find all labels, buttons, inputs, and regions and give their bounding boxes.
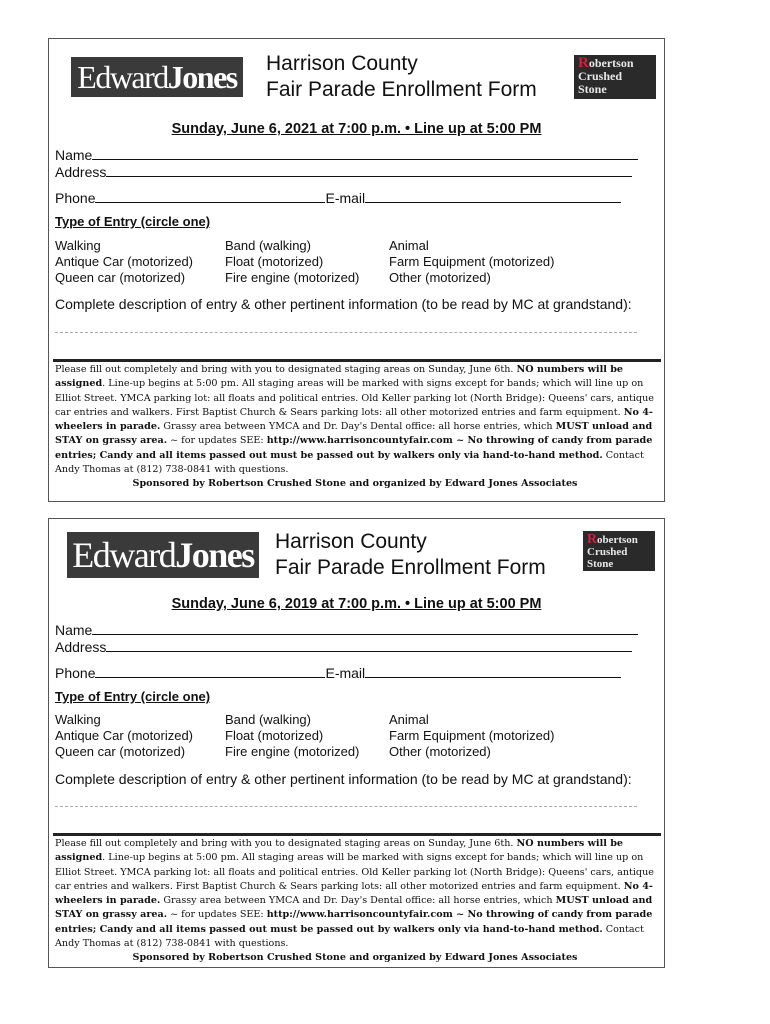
rcs-logo-line1 [587,533,655,546]
entry-option[interactable]: Band (walking) [225,712,311,727]
email-label: E-mail [325,190,366,206]
event-date-line: Sunday, June 6, 2021 at 7:00 p.m. • Line up at 5:00 PM [171,121,542,137]
logo-brand-first: Edward [72,535,176,575]
entry-column-2 [225,712,359,760]
entry-option[interactable]: Walking [55,238,101,253]
address-label: Address [55,639,107,655]
edward-jones-logo [71,57,243,97]
rcs-logo-line2: Crushed [578,69,623,83]
entry-column-1 [55,238,193,286]
name-field[interactable] [55,146,638,163]
section-divider [53,359,661,362]
instructions-part: Please fill out completely and bring with you to designated staging areas on Sunday, June 6th. [55,838,517,849]
instructions-bold: NO numbers will be assigned [55,838,624,864]
entry-option[interactable]: Float (motorized) [225,728,324,743]
rcs-logo-rest: obertson [588,56,634,70]
rcs-logo-line3: Stone [578,82,607,96]
entry-option[interactable]: Fire engine (motorized) [225,744,360,759]
logo-brand-second: Jones [167,59,237,95]
name-label: Name [55,147,93,163]
address-field[interactable] [55,638,632,655]
email-input-line[interactable] [365,189,621,203]
form-title-line2: Fair Parade Enrollment Form [266,78,537,101]
edward-jones-logo [67,532,259,578]
rcs-logo-line3: Stone [587,558,614,570]
type-of-entry-heading: Type of Entry (circle one) [55,214,211,229]
sponsor-line: Sponsored by Robertson Crushed Stone and organized by Edward Jones Associates [132,478,578,490]
form-title [275,529,546,581]
name-input-line[interactable] [92,621,638,635]
entry-option[interactable]: Float (motorized) [225,254,324,269]
instructions-bold: No 4-wheelers in parade. [55,406,653,433]
entry-option[interactable]: Other (motorized) [389,744,491,759]
phone-label: Phone [55,190,96,206]
rcs-logo-initial: R [578,55,589,71]
instructions-bold: NO numbers will be assigned [55,364,624,390]
entry-option[interactable]: Queen car (motorized) [55,270,186,285]
instructions-part: . Line-up begins at 5:00 pm. All staging areas will be marked with signs except for bands; which will line up on Elliot Street. YMCA parking lot: all floats and political entries. Old Keller parking lot (North Bridge): Queens' cars, antique car entries and walkers. First Baptist Church & Sears parking lots: all other motorized entries and farm equipment. [55,852,654,892]
form-title-line1: Harrison County [275,530,427,553]
enrollment-form [48,38,665,502]
instructions-part: . Line-up begins at 5:00 pm. All staging areas will be marked with signs except for bands; which will line up on Elliot Street. YMCA parking lot: all floats and political entries. Old Keller parking lot (North Bridge): Queens' cars, antique car entries and walkers. First Baptist Church & Sears parking lots: all other motorized entries and farm equipment. [55,378,654,418]
description-input-line[interactable] [55,332,637,333]
entry-column-2 [225,238,359,286]
phone-input-line[interactable] [95,189,325,203]
enrollment-form [48,518,665,968]
phone-email-row [55,664,621,681]
entry-option[interactable]: Walking [55,712,101,727]
entry-option[interactable]: Farm Equipment (motorized) [389,728,555,743]
phone-email-row [55,189,621,206]
instructions-part: Grassy area between YMCA and Dr. Day's Dental office: all horse entries, which [160,421,556,433]
entry-column-1 [55,712,193,760]
instructions-part: Contact Andy Thomas at (812) 738-0841 with questions. [55,923,644,950]
rcs-logo-line2: Crushed [587,546,628,558]
email-input-line[interactable] [365,664,621,678]
name-field[interactable] [55,621,638,638]
entry-option[interactable]: Fire engine (motorized) [225,270,360,285]
entry-option[interactable]: Farm Equipment (motorized) [389,254,555,269]
description-input-line[interactable] [55,806,637,807]
email-label: E-mail [325,665,366,681]
entry-option[interactable]: Queen car (motorized) [55,744,186,759]
type-of-entry-heading: Type of Entry (circle one) [55,689,211,704]
instructions-part: Grassy area between YMCA and Dr. Day's Dental office: all horse entries, which [160,895,556,907]
phone-input-line[interactable] [95,664,325,678]
instructions-text [55,837,655,966]
address-field[interactable] [55,163,632,180]
entry-column-3 [389,238,554,286]
logo-brand-first: Edward [77,59,168,95]
form-title [266,51,537,103]
robertson-crushed-stone-logo [574,55,656,99]
entry-option[interactable]: Band (walking) [225,238,311,253]
description-prompt: Complete description of entry & other pertinent information (to be read by MC at grandstand): [55,296,632,312]
entry-option[interactable]: Animal [389,238,429,253]
form-title-line2: Fair Parade Enrollment Form [275,556,546,579]
rcs-logo-initial: R [587,531,597,546]
instructions-part: ~ for updates SEE: [167,909,267,921]
entry-column-3 [389,712,554,760]
entry-option[interactable]: Animal [389,712,429,727]
instructions-part: ~ for updates SEE: [167,435,267,447]
address-input-line[interactable] [106,163,632,177]
section-divider [53,833,661,836]
name-label: Name [55,622,93,638]
entry-option[interactable]: Antique Car (motorized) [55,254,193,269]
form-title-line1: Harrison County [266,52,418,75]
instructions-part: Contact Andy Thomas at (812) 738-0841 with questions. [55,449,644,476]
instructions-bold: http://www.harrisoncountyfair.com ~ No throwing of candy from parade entries; Candy and all items passed out must be passed out by walkers only via hand-to-hand method. [55,909,653,935]
instructions-bold: http://www.harrisoncountyfair.com ~ No throwing of candy from parade entries; Candy and all items passed out must be passed out by walkers only via hand-to-hand method. [55,435,653,461]
event-date-line: Sunday, June 6, 2019 at 7:00 p.m. • Line up at 5:00 PM [171,596,542,612]
instructions-bold: MUST unload and STAY on grassy area. [55,895,653,921]
address-label: Address [55,164,107,180]
robertson-crushed-stone-logo [583,531,655,571]
logo-brand-second: Jones [175,535,254,575]
instructions-part: Please fill out completely and bring with you to designated staging areas on Sunday, June 6th. [55,364,517,375]
name-input-line[interactable] [92,146,638,160]
instructions-text [55,363,655,492]
rcs-logo-rest: obertson [596,534,638,546]
description-prompt: Complete description of entry & other pertinent information (to be read by MC at grandstand): [55,771,632,787]
sponsor-line: Sponsored by Robertson Crushed Stone and organized by Edward Jones Associates [132,952,578,964]
instructions-bold: MUST unload and STAY on grassy area. [55,421,653,447]
entry-option[interactable]: Other (motorized) [389,270,491,285]
entry-option[interactable]: Antique Car (motorized) [55,728,193,743]
instructions-bold: No 4-wheelers in parade. [55,880,653,907]
address-input-line[interactable] [106,638,632,652]
phone-label: Phone [55,665,96,681]
